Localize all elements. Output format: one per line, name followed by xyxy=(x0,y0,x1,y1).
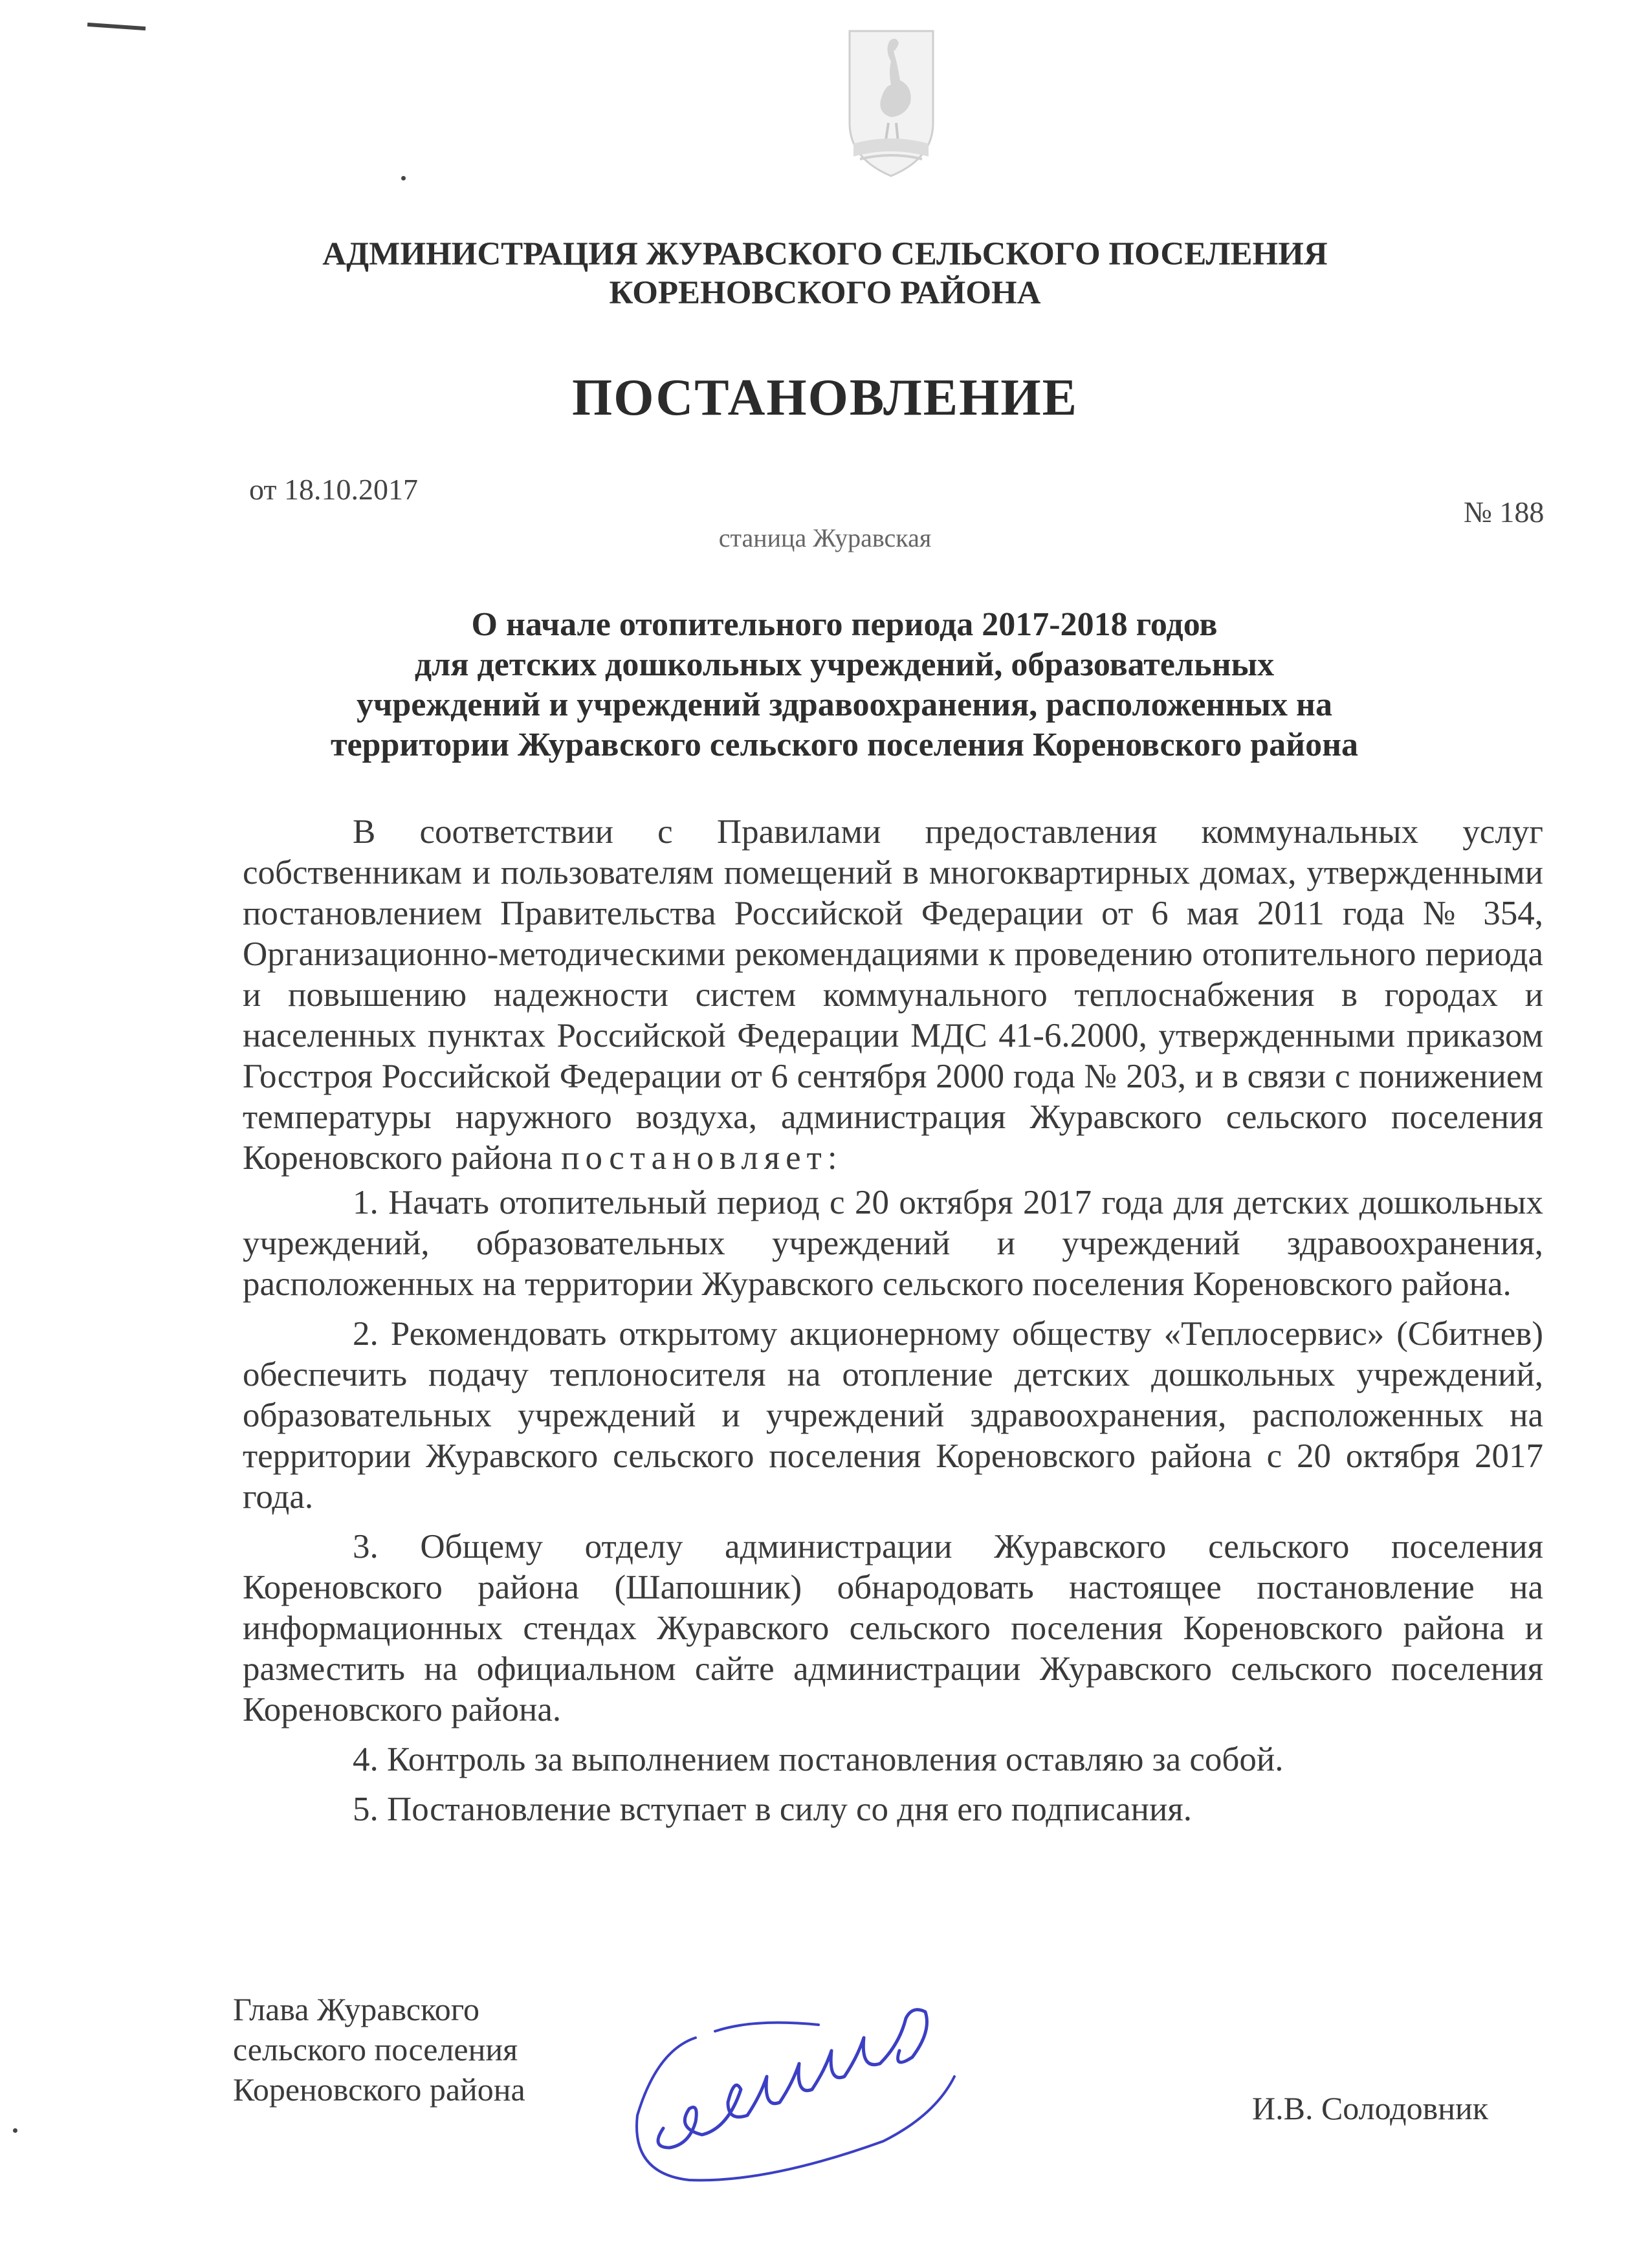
document-number: № 188 xyxy=(1464,496,1545,529)
document-body xyxy=(243,812,1543,1839)
signatory-title-line: Кореновского района xyxy=(233,2071,525,2108)
decree-word: постановляет: xyxy=(561,1139,843,1177)
list-item: 3. Общему отделу администрации Журавского сельского поселения Кореновского района (Шапошник) обнародовать настоящее постановление на информационных стендах Журавского сельского поселения Кореновского района и разместить на официальном сайте администрации Журавского сельского поселения Кореновского района. xyxy=(243,1528,1543,1728)
subject-line: учреждений и учреждений здравоохранения, расположенных на xyxy=(357,686,1332,723)
list-item: 4. Контроль за выполнением постановления оставляю за собой. xyxy=(353,1741,1284,1778)
subject-line: территории Журавского сельского поселения Кореновского района xyxy=(330,726,1359,763)
handwritten-signature-icon xyxy=(618,1999,980,2193)
signatory-title-line: Глава Журавского xyxy=(233,1991,480,2027)
org-name-line1: АДМИНИСТРАЦИЯ ЖУРАВСКОГО СЕЛЬСКОГО ПОСЕЛЕНИЯ xyxy=(322,236,1328,272)
scan-mark xyxy=(87,23,146,30)
scan-dot xyxy=(401,176,406,180)
document-type: ПОСТАНОВЛЕНИЕ xyxy=(572,369,1078,426)
org-name-line2: КОРЕНОВСКОГО РАЙОНА xyxy=(609,275,1041,311)
signatory-name: И.В. Солодовник xyxy=(1252,2090,1489,2126)
document-date: от 18.10.2017 xyxy=(249,473,418,506)
signatory-title-line: сельского поселения xyxy=(233,2031,518,2067)
body-intro xyxy=(243,812,1543,1179)
list-item: 1. Начать отопительный период с 20 октября 2017 года для детских дошкольных учреждений, образовательных учреждений и учреждений здравоохранения, расположенных на территории Журавского сельского поселения Кореновского района. xyxy=(243,1184,1543,1303)
list-item: 5. Постановление вступает в силу со дня его подписания. xyxy=(353,1791,1192,1828)
subject-line: для детских дошкольных учреждений, образовательных xyxy=(414,646,1275,683)
coat-of-arms-icon xyxy=(844,26,938,181)
subject-line: О начале отопительного периода 2017-2018 годов xyxy=(471,606,1218,643)
document-place: станица Журавская xyxy=(718,523,932,552)
intro-text: В соответствии с Правилами предоставления коммунальных услуг собственникам и пользователям помещений в многоквартирных домах, утвержденными постановлением Правительства Российской Федерации от 6 мая 2011 года № 354, Организационно-методическими рекомендациями к проведению отопительного периода и повышению надежности систем коммунального теплоснабжения в городах и населенных пунктах Российской Федерации МДС 41-6.2000, утвержденными приказом Госстроя Российской Федерации от 6 сентября 2000 года № 203, и в связи с понижением температуры наружного воздуха, администрация Журавского сельского поселения Кореновского района xyxy=(243,813,1543,1177)
document-subject xyxy=(246,605,1443,765)
scan-dot xyxy=(13,2128,17,2133)
list-item: 2. Рекомендовать открытому акционерному обществу «Теплосервис» (Сбитнев) обеспечить подачу теплоносителя на отопление детских дошкольных учреждений, образовательных учреждений и учреждений здравоохранения, расположенных на территории Журавского сельского поселения Кореновского района с 20 октября 2017 года. xyxy=(243,1315,1543,1516)
